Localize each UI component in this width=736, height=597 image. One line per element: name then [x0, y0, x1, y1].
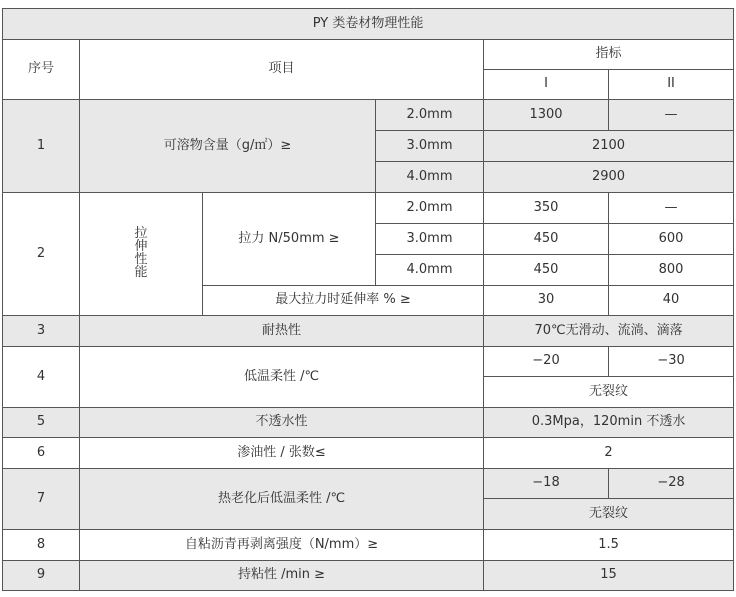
row-9-value: 15: [484, 561, 734, 591]
header-grade-1: I: [484, 70, 609, 100]
row-1-item: 可溶物含量（g/㎡）≥: [80, 100, 376, 193]
row-1-value-a-2: —: [609, 100, 734, 131]
row-5-seq: 5: [3, 408, 80, 438]
row-1-value-b: 2100: [484, 131, 734, 162]
row-4-value-2: −30: [609, 347, 734, 377]
row-5-value: 0.3Mpa，120min 不透水: [484, 408, 734, 438]
row-7-seq: 7: [3, 469, 80, 530]
row-4-value-1: −20: [484, 347, 609, 377]
row-2-value-a-1: 350: [484, 193, 609, 224]
row-1-seq: 1: [3, 100, 80, 193]
row-4-item: 低温柔性 /℃: [80, 347, 484, 408]
row-2-value-a-2: —: [609, 193, 734, 224]
row-5-item: 不透水性: [80, 408, 484, 438]
properties-table: [2, 8, 734, 591]
row-1-thickness-a: 2.0mm: [376, 100, 484, 131]
row-8-value: 1.5: [484, 530, 734, 561]
row-2-value-c-2: 800: [609, 255, 734, 286]
row-1-thickness-b: 3.0mm: [376, 131, 484, 162]
row-7-note: 无裂纹: [484, 499, 734, 530]
row-8-item: 自粘沥青再剥离强度（N/mm）≥: [80, 530, 484, 561]
row-2-group-cell: [80, 193, 203, 316]
row-3-value: 70℃无滑动、流淌、滴落: [484, 316, 734, 347]
header-item: 项目: [80, 40, 484, 100]
row-2-thickness-a: 2.0mm: [376, 193, 484, 224]
row-2-elongation-value-1: 30: [484, 286, 609, 316]
row-9-item: 持粘性 /min ≥: [80, 561, 484, 591]
row-1-thickness-c: 4.0mm: [376, 162, 484, 193]
header-grade-2: II: [609, 70, 734, 100]
row-2-seq: 2: [3, 193, 80, 316]
row-3-item: 耐热性: [80, 316, 484, 347]
row-2-item: 拉力 N/50mm ≥: [203, 193, 376, 286]
row-2-elongation-item: 最大拉力时延伸率 % ≥: [203, 286, 484, 316]
row-2-value-b-2: 600: [609, 224, 734, 255]
row-9-seq: 9: [3, 561, 80, 591]
row-7-value-1: −18: [484, 469, 609, 499]
header-seq: 序号: [3, 40, 80, 100]
row-7-value-2: −28: [609, 469, 734, 499]
row-6-item: 渗油性 / 张数≤: [80, 438, 484, 469]
header-indicator: 指标: [484, 40, 734, 70]
row-2-thickness-b: 3.0mm: [376, 224, 484, 255]
row-1-value-c: 2900: [484, 162, 734, 193]
row-3-seq: 3: [3, 316, 80, 347]
row-2-elongation-value-2: 40: [609, 286, 734, 316]
row-2-value-b-1: 450: [484, 224, 609, 255]
row-1-value-a-1: 1300: [484, 100, 609, 131]
row-2-thickness-c: 4.0mm: [376, 255, 484, 286]
row-2-value-c-1: 450: [484, 255, 609, 286]
row-2-group-label: 拉伸性能: [134, 226, 148, 281]
row-6-value: 2: [484, 438, 734, 469]
row-7-item: 热老化后低温柔性 /℃: [80, 469, 484, 530]
properties-table-container: [2, 8, 733, 591]
row-4-note: 无裂纹: [484, 377, 734, 408]
table-title: PY 类卷材物理性能: [3, 9, 734, 40]
row-6-seq: 6: [3, 438, 80, 469]
row-8-seq: 8: [3, 530, 80, 561]
row-4-seq: 4: [3, 347, 80, 408]
